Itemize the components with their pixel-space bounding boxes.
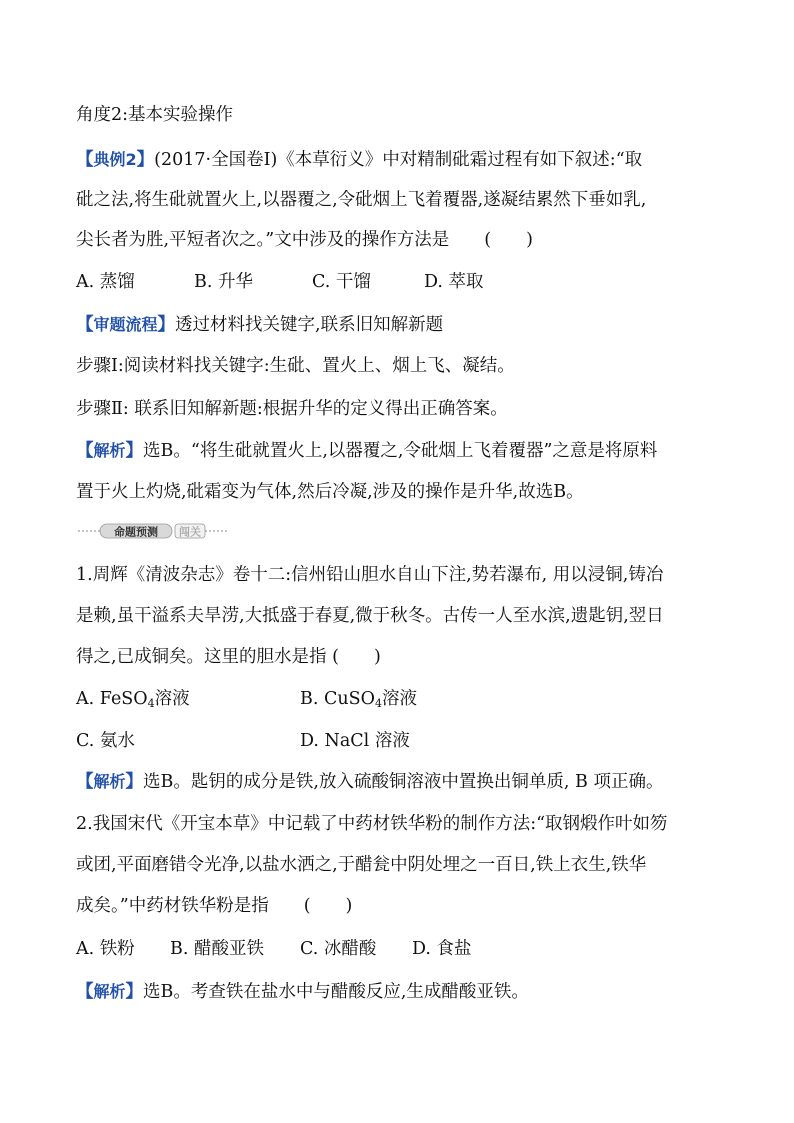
process-step-2: 步骤Ⅱ: 联系旧知解新题:根据升华的定义得出正确答案。 — [76, 399, 508, 419]
q2-line-2: 或团,平面磨错令光净,以盐水洒之,于醋瓮中阴处埋之一百日,铁上衣生,铁华 — [76, 855, 647, 875]
q1-option-a-post: 溶液 — [154, 689, 190, 709]
example-text-1: (2017·全国卷Ⅰ)《本草衍义》中对精制砒霜过程有如下叙述:“取 — [154, 150, 643, 170]
example-options — [76, 269, 484, 295]
q2-line-3: 成矣。”中药材铁华粉是指 ( ) — [76, 896, 353, 916]
analysis1-tag-close: 】 — [125, 441, 144, 461]
q1-option-b — [300, 686, 417, 717]
banner-badge-text: 闯关 — [179, 525, 201, 539]
analysis1-tag-open: 【 — [76, 441, 94, 461]
q2-analysis-tag: 解析 — [93, 982, 126, 1001]
q1-option-a-pre: A. FeSO — [76, 689, 148, 709]
q1-option-b-sub: 4 — [374, 697, 382, 710]
analysis1-tag: 解析 — [93, 441, 126, 460]
banner-text: 命题预测 — [114, 525, 158, 539]
q1-line-2: 是赖,虽干溢系夫旱涝,大抵盛于春夏,微于秋冬。古传一人至水滨,遗匙钥,翌日 — [76, 606, 664, 626]
example-option-d: D. 萃取 — [424, 272, 484, 292]
example-line-1 — [76, 147, 642, 173]
q1-option-a — [76, 686, 300, 717]
q2-option-a: A. 铁粉 — [76, 939, 135, 959]
q1-option-d: D. NaCl 溶液 — [300, 731, 410, 751]
process-tag: 审题流程 — [93, 315, 158, 334]
q1-options-cd — [76, 728, 410, 754]
q2-analysis-tag-open: 【 — [76, 982, 94, 1002]
example-option-b: B. 升华 — [194, 272, 253, 292]
section-heading: 角度2:基本实验操作 — [76, 105, 234, 125]
process-text: 透过材料找关键字,联系旧知解新题 — [175, 315, 444, 335]
process-tag-close: 】 — [157, 315, 176, 335]
q2-analysis-text: 选B。考查铁在盐水中与醋酸反应,生成醋酸亚铁。 — [143, 982, 529, 1002]
q1-option-c: C. 氨水 — [76, 731, 135, 751]
q1-analysis-tag: 解析 — [93, 772, 126, 791]
process-step-1: 步骤Ⅰ:阅读材料找关键字:生砒、置火上、烟上飞、凝结。 — [76, 356, 515, 376]
q1-option-b-post: 溶液 — [381, 689, 417, 709]
q1-option-a-sub: 4 — [147, 697, 155, 710]
example-line-3: 尖长者为胜,平短者次之。”文中涉及的操作方法是 ( ) — [76, 230, 533, 250]
q1-analysis-text: 选B。匙钥的成分是铁,放入硫酸铜溶液中置换出铜单质, B 项正确。 — [143, 772, 664, 792]
example-tag-close: 】 — [136, 150, 155, 170]
analysis1-line-2: 置于火上灼烧,砒霜变为气体,然后冷凝,涉及的操作是升华,故选B。 — [76, 482, 584, 502]
q1-analysis — [76, 769, 664, 795]
q2-analysis — [76, 979, 529, 1005]
example-option-a: A. 蒸馏 — [76, 272, 135, 292]
prediction-banner — [78, 521, 228, 541]
q2-options — [76, 936, 472, 962]
q1-analysis-tag-open: 【 — [76, 772, 94, 792]
q2-option-d: D. 食盐 — [412, 939, 472, 959]
q2-option-c: C. 冰醋酸 — [300, 939, 377, 959]
example-tag: 典例2 — [93, 150, 137, 169]
q1-line-3: 得之,已成铜矣。这里的胆水是指 ( ) — [76, 647, 381, 667]
q1-line-1: 1.周辉《清波杂志》卷十二:信州铅山胆水自山下注,势若瀑布, 用以浸铜,铸冶 — [76, 565, 664, 585]
example-line-2: 砒之法,将生砒就置火上,以器覆之,令砒烟上飞着覆器,遂凝结累然下垂如乳, — [76, 190, 647, 210]
process-line — [76, 312, 443, 338]
q1-analysis-tag-close: 】 — [125, 772, 144, 792]
example-option-c: C. 干馏 — [312, 272, 371, 292]
q2-line-1: 2.我国宋代《开宝本草》中记载了中药材铁华粉的制作方法:“取钢煅作叶如笏 — [76, 814, 668, 834]
q1-options-ab — [76, 686, 417, 717]
q1-option-b-pre: B. CuSO — [300, 689, 375, 709]
process-tag-open: 【 — [76, 315, 94, 335]
q2-option-b: B. 醋酸亚铁 — [170, 939, 264, 959]
analysis1-text-1: 选B。“将生砒就置火上,以器覆之,令砒烟上飞着覆器”之意是将原料 — [143, 441, 658, 461]
q2-analysis-tag-close: 】 — [125, 982, 144, 1002]
analysis1-line-1 — [76, 438, 657, 464]
example-tag-open: 【 — [76, 150, 94, 170]
